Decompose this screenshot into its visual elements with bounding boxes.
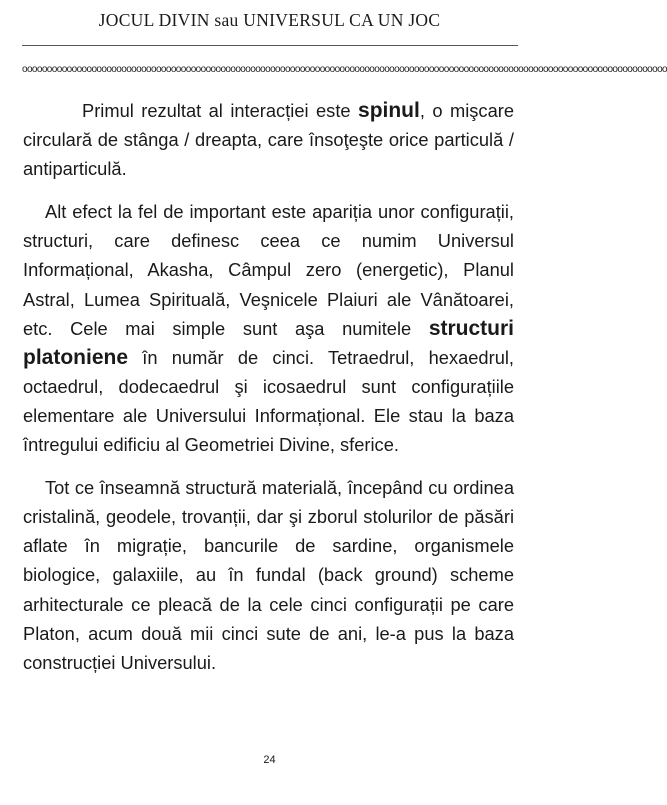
paragraph-text: Primul rezultat al interacției este — [82, 100, 359, 121]
paragraph-text: Alt efect la fel de important este apariția unor configurații, structuri, care definesc ceea ce numim Universul Informațional, Akasha, Câmpul zero (energetic), Planul Astral, Lumea Spirituală, Veşnicele Plaiuri ale Vânătoarei, etc. Cele mai simple sunt aşa numitele — [23, 201, 514, 339]
page-number: 24 — [263, 754, 276, 766]
page-header-title: JOCUL DIVIN sau UNIVERSUL CA UN JOC — [98, 10, 441, 30]
paragraph-material-structure — [23, 473, 514, 677]
paragraph-spin — [23, 96, 514, 183]
ornament-line: oooooooooooooooooooooooooooooooooooooooooooooooooooooooooooooooooooooooooooooooooooooooooooooooooooooooooooooooooooooooooooooooooo — [22, 64, 667, 75]
page-body — [23, 96, 514, 691]
emphasis-platonic-structures: structuri platoniene — [23, 316, 514, 369]
paragraph-structures — [23, 197, 514, 459]
emphasis-spin: spinul — [358, 99, 420, 122]
header-divider — [22, 45, 518, 46]
paragraph-text: Tot ce înseamnă structură materială, începând cu ordinea cristalină, geodele, trovanții, dar şi zborul stolurilor de păsări aflate în migrație, bancurile de sardine, organismele biologice, galaxiile, au în fundal (back ground) scheme arhitecturale ce pleacă de la cele cinci configurații pe care Platon, acum două mii cinci sute de ani, le-a pus la baza construcției Universului. — [23, 477, 514, 673]
paragraph-text: , o mişcare circulară de stânga / dreapta, care însoţeşte orice particulă / antiparticulă. — [23, 100, 514, 180]
paragraph-text: în număr de cinci. Tetraedrul, hexaedrul, octaedrul, dodecaedrul şi icosaedrul sunt configurațiile elementare ale Universului Informațional. Ele stau la baza întregului edificiu al Geometriei Divine, sferice. — [23, 346, 514, 456]
